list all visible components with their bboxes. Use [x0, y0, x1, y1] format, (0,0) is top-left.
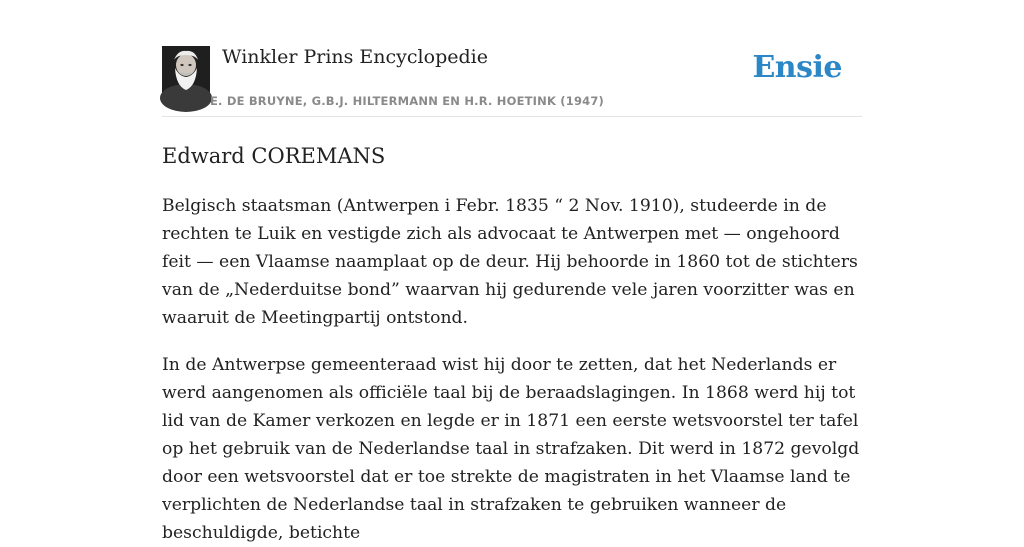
bearded-man-portrait-icon: [162, 46, 210, 94]
page: [162, 0, 862, 547]
avatar[interactable]: [162, 46, 210, 94]
authors-line: E. DE BRUYNE, G.B.J. HILTERMANN EN H.R. HOETINK (1947): [210, 94, 605, 108]
article-paragraph: Belgisch staatsman (Antwerpen i Febr. 1835 “ 2 Nov. 1910), studeerde in de rechten te Luik en vestigde zich als advocaat te Antwerpen met — ongehoord feit — een Vlaamse naamplaat op de deur. Hij behoorde in 1860 tot de stichters van de „Nederduitse bond” waarvan hij gedurende vele jaren voorzitter was en waaruit de Meetingpartij ontstond.: [162, 196, 858, 328]
article-paragraph: In de Antwerpse gemeenteraad wist hij door te zetten, dat het Nederlands er werd aangenomen als officiële taal bij de beraadslagingen. In 1868 werd hij tot lid van de Kamer verkozen en legde er in 1871 een eerste wetsvoorstel ter tafel op het gebruik van de Nederlandse taal in strafzaken. Dit werd in 1872 gevolgd door een wetsvoorstel dat er toe strekte de magistraten in het Vlaamse land te verplichten de Nederlandse taal in strafzaken te gebruiken wanneer de beschuldigde, betichte: [162, 355, 860, 543]
brand-logo[interactable]: Ensie: [752, 50, 842, 85]
source-header: [162, 0, 862, 117]
article-body: [162, 192, 862, 547]
article-title: Edward COREMANS: [162, 144, 386, 168]
source-title[interactable]: Winkler Prins Encyclopedie: [222, 46, 488, 68]
